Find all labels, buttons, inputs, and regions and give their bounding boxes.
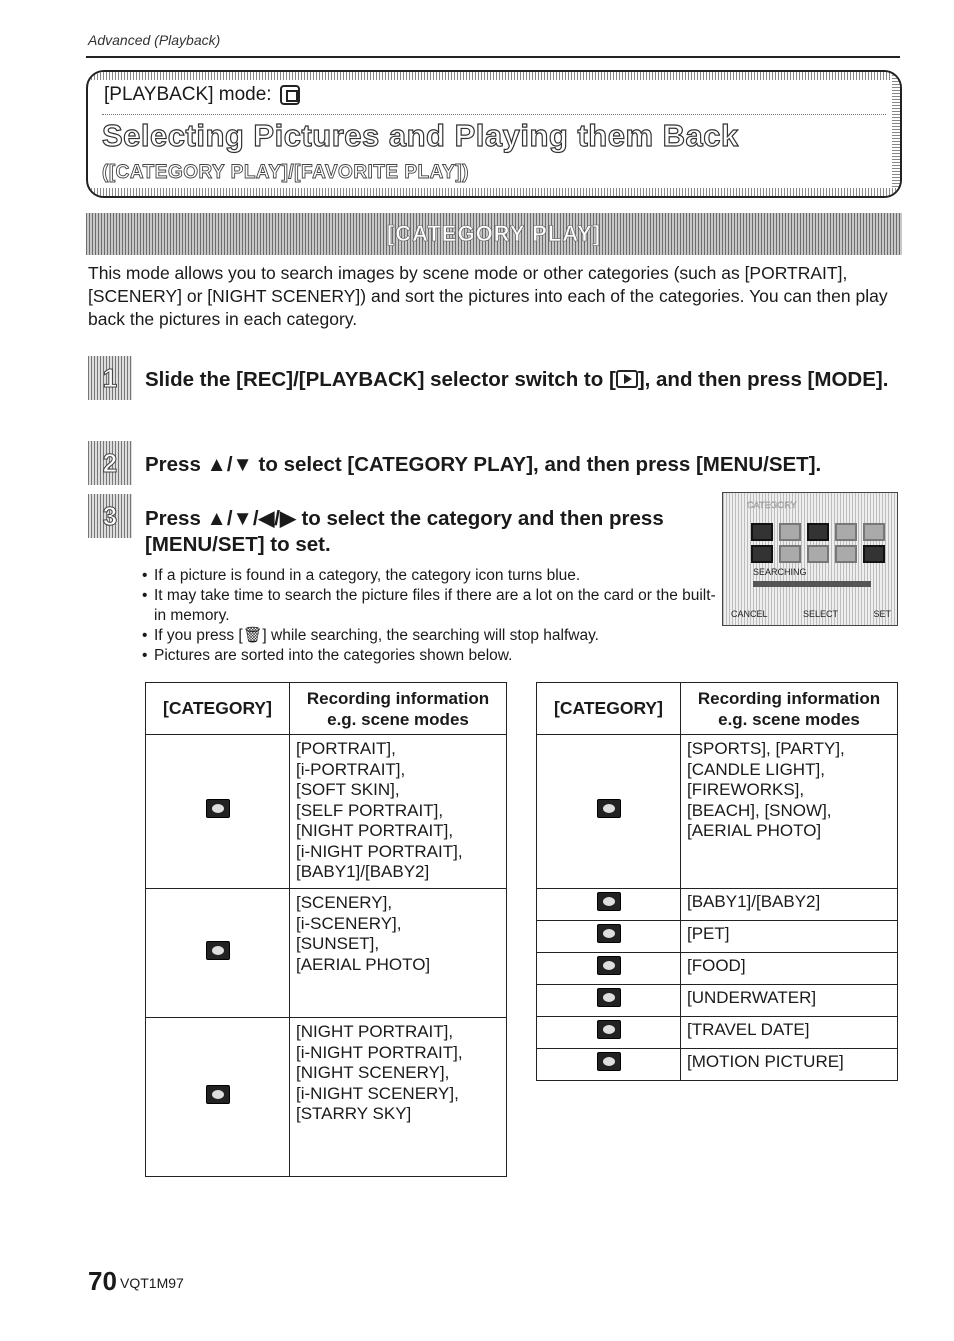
bullet-list xyxy=(140,566,720,666)
step-number: 3 xyxy=(102,500,118,531)
title-box-stripe xyxy=(892,72,900,196)
table-cell-modes: [SPORTS], [PARTY], [CANDLE LIGHT], [FIREWORKS], [BEACH], [SNOW], [AERIAL PHOTO] xyxy=(681,735,898,889)
night-scenery-icon xyxy=(206,1085,230,1104)
table-cell-icon xyxy=(537,735,681,889)
screen-cancel-label: CANCEL xyxy=(731,609,768,619)
table-cell-icon xyxy=(537,953,681,985)
table-cell-modes: [FOOD] xyxy=(681,953,898,985)
screen-category-icon xyxy=(863,523,885,541)
screen-set-label: SET xyxy=(873,609,891,619)
screen-select-label: SELECT xyxy=(802,609,838,619)
step-1-badge xyxy=(88,356,132,400)
page-code: VQT1M97 xyxy=(120,1275,184,1291)
table-cell-modes: [UNDERWATER] xyxy=(681,985,898,1017)
step-2-badge xyxy=(88,441,132,485)
table-header-recording-info xyxy=(290,683,507,735)
table-row xyxy=(146,1018,507,1177)
page-subtitle: ([CATEGORY PLAY]/[FAVORITE PLAY]) xyxy=(102,162,469,183)
table-cell-modes: [MOTION PICTURE] xyxy=(681,1049,898,1081)
camera-screen-illustration xyxy=(722,492,898,626)
screen-category-icon xyxy=(751,523,773,541)
screen-category-icon xyxy=(807,523,829,541)
step-3-text: Press ▲/▼/◀/▶ to select the category and then press [MENU/SET] to set. xyxy=(145,507,664,556)
table-cell-modes: [NIGHT PORTRAIT], [i-NIGHT PORTRAIT], [NIGHT SCENERY], [i-NIGHT SCENERY], [STARRY SKY] xyxy=(290,1018,507,1177)
section-banner-label: [CATEGORY PLAY] xyxy=(386,221,602,246)
table-header-category: [CATEGORY] xyxy=(146,683,290,735)
page-title: Selecting Pictures and Playing them Back xyxy=(102,118,739,153)
list-item: • If you press [🗑] while searching, the searching will stop halfway. xyxy=(140,626,720,646)
table-cell-icon xyxy=(537,1017,681,1049)
table-cell-icon xyxy=(537,921,681,953)
list-item: • If a picture is found in a category, the category icon turns blue. xyxy=(140,566,720,586)
step-1-text-part: ], and then press [MODE]. xyxy=(637,368,889,391)
table-cell-modes: [PORTRAIT], [i-PORTRAIT], [SOFT SKIN], [SELF PORTRAIT], [NIGHT PORTRAIT], [i-NIGHT PORTRAIT], [BABY1]/[BABY2] xyxy=(290,735,507,889)
category-table-left xyxy=(145,682,507,1177)
table-header-row xyxy=(146,683,507,735)
table-cell-icon xyxy=(537,1049,681,1081)
table-cell-icon xyxy=(537,889,681,921)
table-row xyxy=(537,921,898,953)
step-number: 2 xyxy=(102,447,118,478)
header-line: e.g. scene modes xyxy=(327,709,469,729)
header-line: e.g. scene modes xyxy=(718,709,860,729)
search-progress-bar xyxy=(753,581,871,587)
header-line: Recording information xyxy=(306,688,490,708)
category-table-right xyxy=(536,682,898,1081)
table-row xyxy=(146,735,507,889)
table-cell-icon xyxy=(146,1018,290,1177)
table-header-recording-info xyxy=(681,683,898,735)
header-rule xyxy=(86,56,900,58)
intro-paragraph: This mode allows you to search images by scene mode or other categories (such as [PORTRAIT], [SCENERY] or [NIGHT SCENERY]) and sort the pictures into each of the categories. You can then play back the pictures in each category. xyxy=(88,263,888,329)
step-number: 1 xyxy=(102,362,118,393)
food-icon xyxy=(597,956,621,975)
table-row xyxy=(537,889,898,921)
mode-line xyxy=(104,84,300,106)
list-item: • It may take time to search the picture files if there are a lot on the card or the built-in memory. xyxy=(140,586,720,626)
table-row xyxy=(537,1017,898,1049)
list-item: • Pictures are sorted into the categories shown below. xyxy=(140,646,720,666)
portrait-icon xyxy=(206,799,230,818)
screen-category-icon xyxy=(835,545,857,563)
motion-picture-icon xyxy=(597,1052,621,1071)
screen-category-icon xyxy=(835,523,857,541)
table-header-row xyxy=(537,683,898,735)
step-1-text xyxy=(145,367,895,393)
screen-searching-label: SEARCHING xyxy=(753,567,807,577)
screen-category-icon xyxy=(751,545,773,563)
table-cell-modes: [PET] xyxy=(681,921,898,953)
table-row xyxy=(537,985,898,1017)
events-icon xyxy=(597,799,621,818)
table-header-category: [CATEGORY] xyxy=(537,683,681,735)
running-header: Advanced (Playback) xyxy=(88,32,221,48)
title-box-stripe xyxy=(88,72,900,80)
table-row xyxy=(146,889,507,1018)
screen-footer xyxy=(731,609,891,619)
baby-icon xyxy=(597,892,621,911)
step-3-badge xyxy=(88,494,132,538)
screen-category-icon xyxy=(779,545,801,563)
table-cell-icon xyxy=(146,735,290,889)
table-cell-modes: [TRAVEL DATE] xyxy=(681,1017,898,1049)
pet-icon xyxy=(597,924,621,943)
title-box xyxy=(86,70,902,198)
table-row xyxy=(537,735,898,889)
table-cell-icon xyxy=(537,985,681,1017)
table-cell-modes: [BABY1]/[BABY2] xyxy=(681,889,898,921)
table-row xyxy=(537,953,898,985)
title-box-stripe xyxy=(88,188,900,196)
header-line: Recording information xyxy=(697,688,881,708)
screen-category-label: CATEGORY xyxy=(747,500,797,510)
travel-date-icon xyxy=(597,1020,621,1039)
step-2-text: Press ▲/▼ to select [CATEGORY PLAY], and then press [MENU/SET]. xyxy=(145,453,822,476)
step-1-text-part: Slide the [REC]/[PLAYBACK] selector switch to [ xyxy=(145,368,616,391)
page-number: 70 xyxy=(88,1266,117,1296)
screen-category-icon xyxy=(779,523,801,541)
table-cell-icon xyxy=(146,889,290,1018)
mode-label: [PLAYBACK] mode: xyxy=(104,84,272,105)
divider xyxy=(102,114,886,115)
section-banner xyxy=(86,213,902,255)
playback-mode-icon xyxy=(280,85,300,105)
playback-switch-icon xyxy=(616,370,638,388)
screen-category-icon xyxy=(807,545,829,563)
underwater-icon xyxy=(597,988,621,1007)
table-row xyxy=(537,1049,898,1081)
scenery-icon xyxy=(206,941,230,960)
screen-category-icon xyxy=(863,545,885,563)
table-cell-modes: [SCENERY], [i-SCENERY], [SUNSET], [AERIAL PHOTO] xyxy=(290,889,507,1018)
